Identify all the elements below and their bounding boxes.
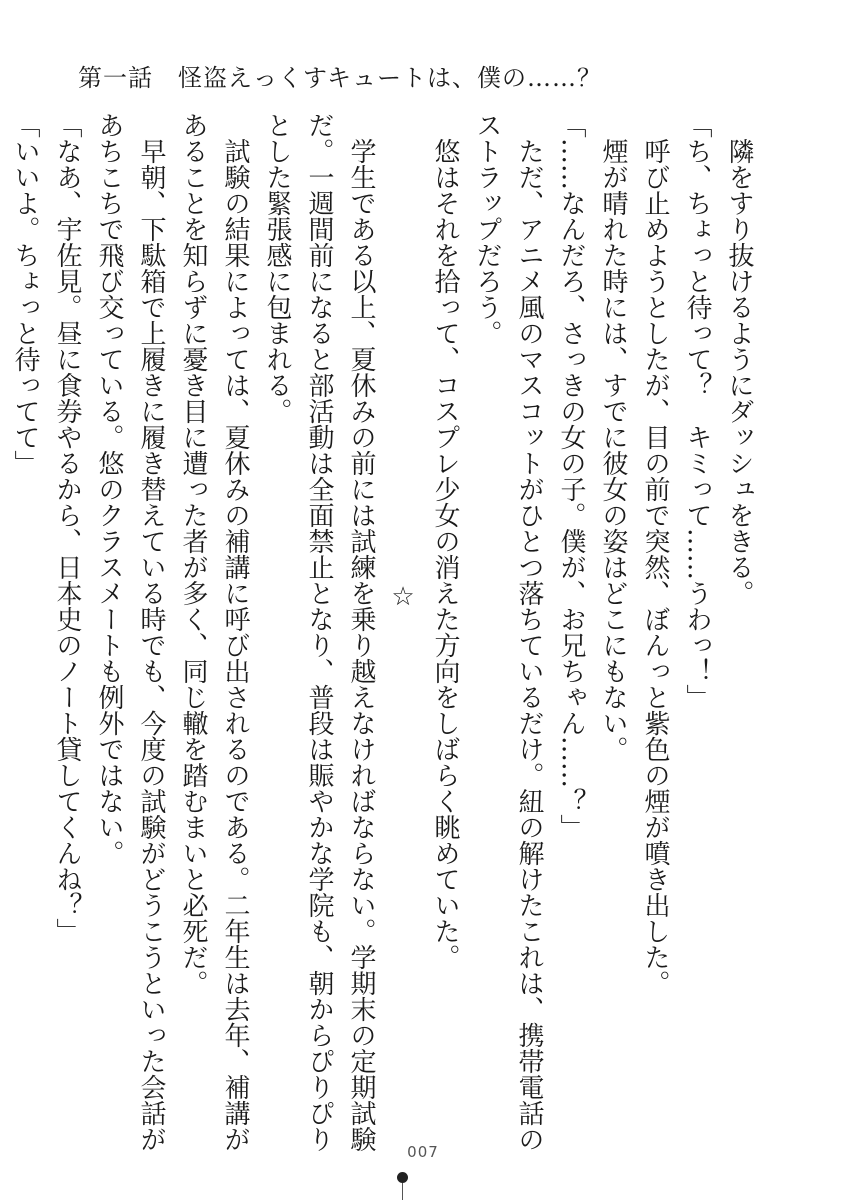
page-marker-dot (397, 1172, 408, 1183)
text-line: あることを知らずに憂き目に遭った者が多く、同じ轍を踏むまいと必死だ。 (178, 112, 208, 996)
text-line: あちこちで飛び交っている。悠のクラスメートも例外ではない。 (94, 112, 124, 866)
text-line: 「なあ、宇佐見。昼に食券やるから、日本史のノート貸してくんね？」 (52, 112, 82, 944)
text-line: 学生である以上、夏休みの前には試練を乗り越えなければならない。学期末の定期試験 (346, 112, 376, 1152)
text-line: 悠はそれを拾って、コスプレ少女の消えた方向をしばらく眺めていた。 (430, 112, 460, 970)
section-separator-star: ☆ (388, 582, 418, 612)
text-line: 「いいよ。ちょっと待ってて」 (10, 112, 40, 476)
text-line: 早朝、下駄箱で上履きに履き替えている時でも、今度の試験がどうこうといった会話が (136, 112, 166, 1152)
page-number: 007 (407, 1143, 439, 1161)
text-line: 隣をすり抜けるようにダッシュをきる。 (724, 112, 754, 606)
chapter-title: 第一話 怪盗えっくすキュートは、僕の……？ (78, 64, 603, 92)
page-marker-line (402, 1183, 403, 1200)
text-line: とした緊張感に包まれる。 (262, 112, 292, 424)
text-line: 試験の結果によっては、夏休みの補講に呼び出されるのである。二年生は去年、補講が (220, 112, 250, 1152)
text-line: 「……なんだろ、さっきの女の子。僕が、お兄ちゃん……？」 (556, 112, 586, 840)
text-line: ストラップだろう。 (472, 112, 502, 346)
text-line: 「ち、ちょっと待って？ キミって……うわっ！」 (682, 112, 712, 710)
text-line: 呼び止めようとしたが、目の前で突然、ぼんっと紫色の煙が噴き出した。 (640, 112, 670, 996)
text-line: ただ、アニメ風のマスコットがひとつ落ちているだけ。紐の解けたこれは、携帯電話の (514, 112, 544, 1152)
text-line: だ。一週間前になると部活動は全面禁止となり、普段は賑やかな学院も、朝からぴりぴり (304, 112, 334, 1152)
text-line: 煙が晴れた時には、すでに彼女の姿はどこにもない。 (598, 112, 628, 762)
